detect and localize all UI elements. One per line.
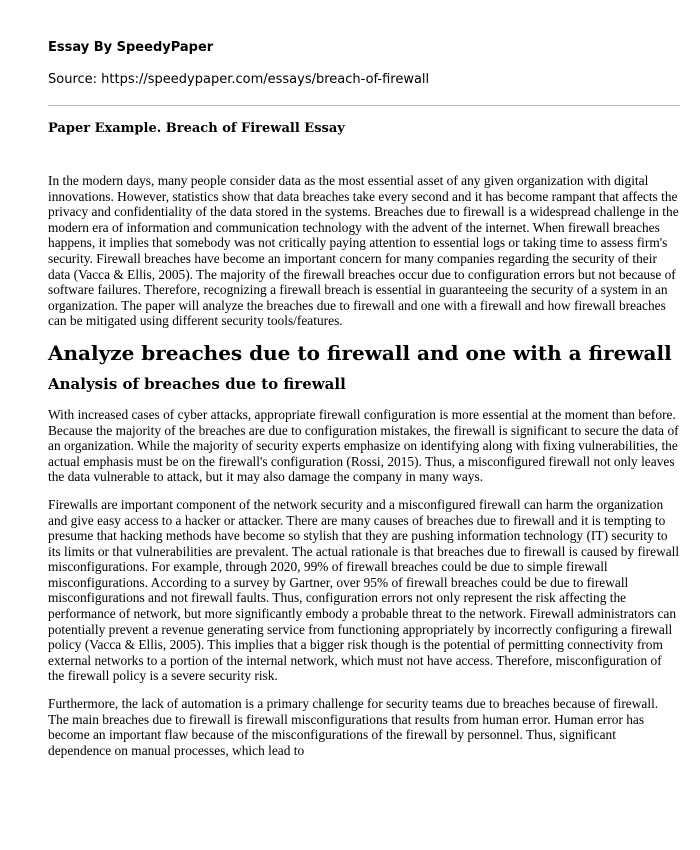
body-paragraph-1: With increased cases of cyber attacks, appropriate firewall configuration is more essential at the moment than before. Because the majority of the breaches are due to configuration mistakes, the firewall is significant to secure the data of an organization. While the majority of security experts emphasize on identifying along with fixing vulnerabilities, the actual emphasis must be on the firewall's configuration (Rossi, 2015). Thus, a misconfigured firewall not only leaves the data vulnerable to attack, but it may also damage the company in many ways. <box>48 406 679 485</box>
intro-paragraph: In the modern days, many people consider data as the most essential asset of any given organization with digital innovations. However, statistics show that data breaches take every second and it has become rampant that affects the privacy and confidentiality of the data stored in the systems. Breaches due to firewall is a widespread challenge in the modern era of information and communication technology with the advent of the internet. When firewall breaches happens, it implies that somebody was not critically paying attention to essential logs or taking time to assess firm's security. Firewall breaches have become an important concern for many companies regarding the security of their data (Vacca & Ellis, 2005). The majority of the firewall breaches occur due to configuration errors but not because of software failures. Therefore, recognizing a firewall breach is essential in guaranteeing the security of a system in an organization. The paper will analyze the breaches due to firewall and one with a firewall and how firewall breaches can be mitigated using different security tools/features. <box>48 173 679 329</box>
header-divider <box>48 105 680 106</box>
section-heading: Analyze breaches due to firewall and one with a firewall <box>48 340 672 365</box>
source-line: Source: https://speedypaper.com/essays/breach-of-firewall <box>48 72 430 87</box>
brand-heading: Essay By SpeedyPaper <box>48 40 214 55</box>
paper-title: Paper Example. Breach of Firewall Essay <box>48 121 345 136</box>
document-page <box>48 40 680 770</box>
subsection-heading: Analysis of breaches due to firewall <box>48 374 346 393</box>
body-paragraph-2: Firewalls are important component of the network security and a misconfigured firewall can harm the organization and give easy access to a hacker or attacker. There are many causes of breaches due to firewall and it is tempting to presume that hacking methods have become so stylish that they are pushing information technology (IT) security to its limits or that vulnerabilities are prevalent. The actual rationale is that breaches due to firewall is caused by firewall misconfigurations. For example, through 2020, 99% of firewall breaches could be due to simple firewall misconfigurations. According to a survey by Gartner, over 95% of firewall breaches could be due to firewall misconfigurations and not firewall faults. Thus, configuration errors not only represent the risk affecting the performance of network, but more significantly embody a probable threat to the network. Firewall administrators can potentially prevent a revenue generating service from functioning appropriately by incorrectly configuring a firewall policy (Vacca & Ellis, 2005). This implies that a bigger risk though is the potential of permitting connectivity from external networks to a portion of the internal network, which must not have access. Therefore, misconfiguration of the firewall policy is a severe security risk. <box>48 496 680 684</box>
body-paragraph-3: Furthermore, the lack of automation is a primary challenge for security teams due to breaches because of firewall. The main breaches due to firewall is firewall misconfigurations that results from human error. Human error has become an important flaw because of the misconfigurations of the firewall by personnel. Thus, significant dependence on manual processes, which lead to <box>48 696 659 758</box>
